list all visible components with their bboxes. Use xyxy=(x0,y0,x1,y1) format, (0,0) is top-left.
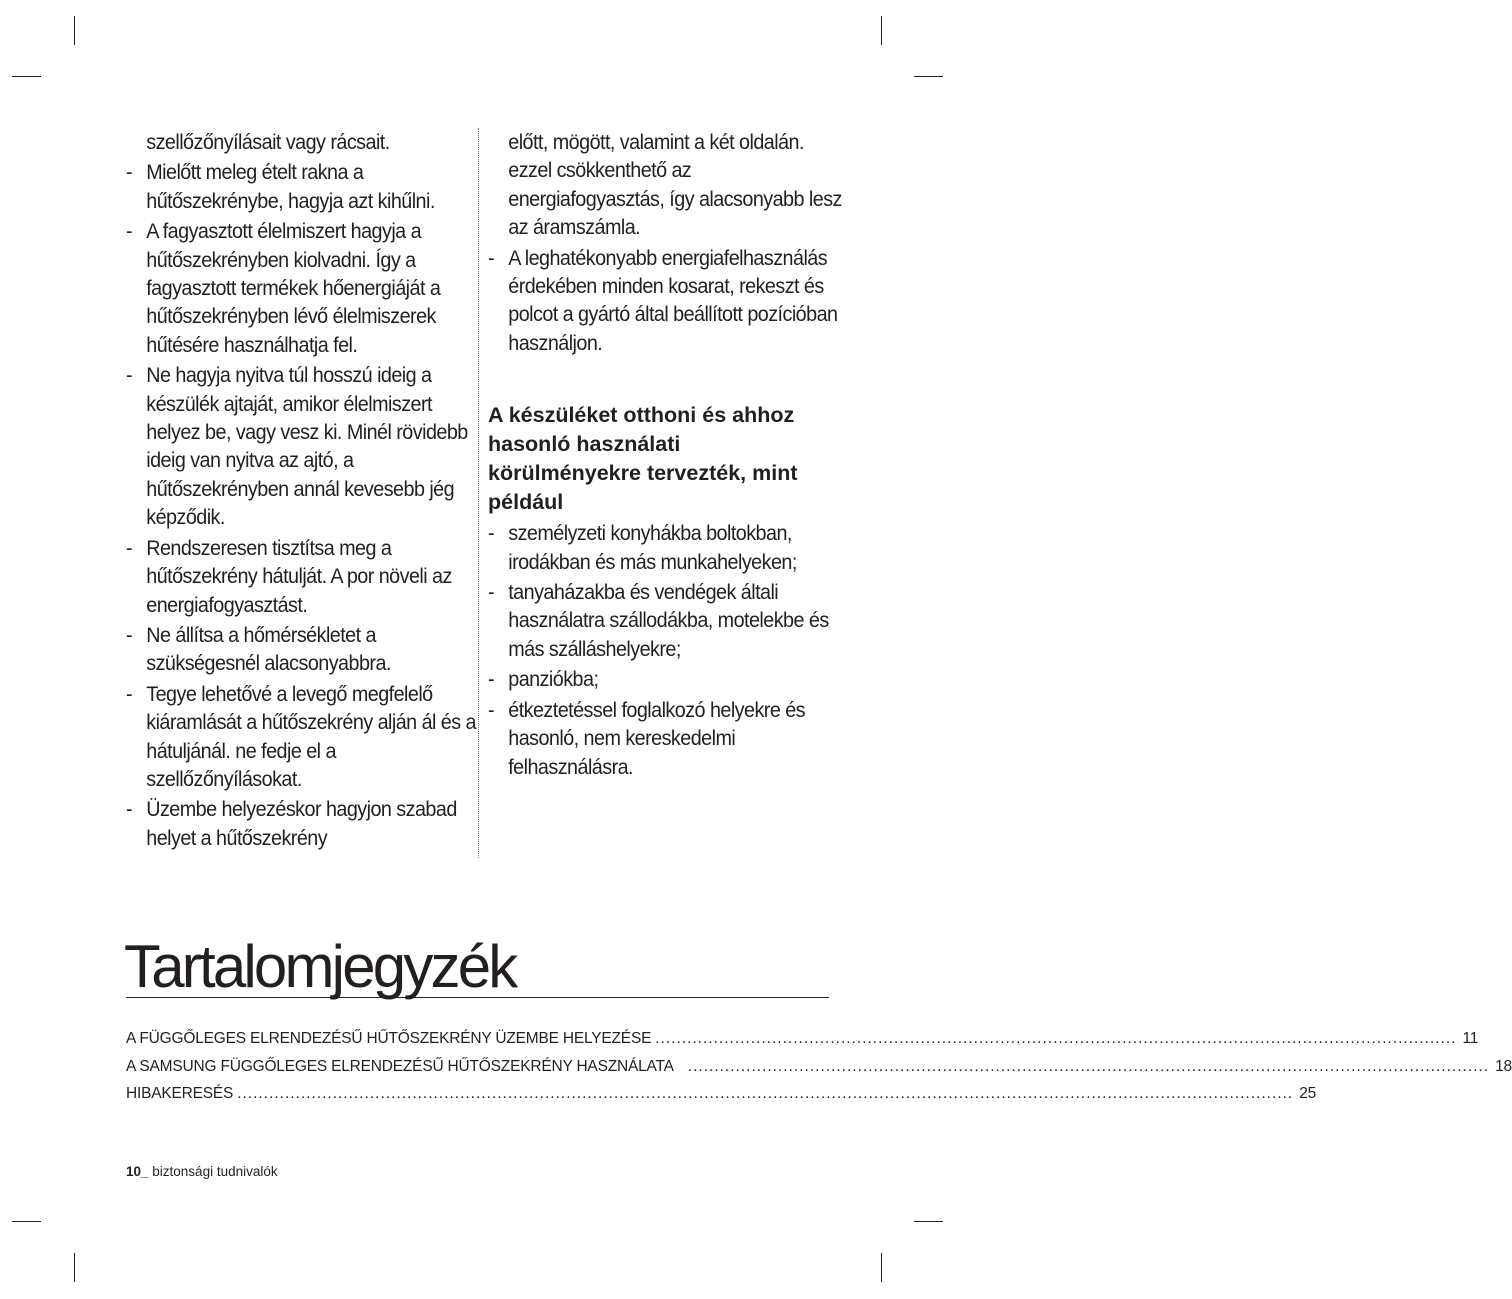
list-item-text: tanyaházakba és vendégek általi használatra szállodákba, motelekbe és más szálláshelyekre; xyxy=(508,580,829,661)
page-footer xyxy=(126,1164,278,1179)
list-item xyxy=(488,578,851,663)
list-item-text: Tegye lehetővé a levegő megfelelő kiáramlását a hűtőszekrény alján ál és a hátuljánál. ne fedje el a szellőzőnyílásokat. xyxy=(146,681,477,791)
page-number: 10_ xyxy=(126,1164,149,1179)
list-item xyxy=(488,696,851,781)
right-column xyxy=(488,128,842,783)
toc-divider xyxy=(126,997,829,998)
toc-leader-dots: ....................................................................................................................................................................................................... xyxy=(237,1085,1294,1102)
toc-entry-page: 11 xyxy=(1462,1030,1479,1047)
bullet-dash: - xyxy=(126,363,133,388)
list-item-text: Ne állítsa a hőmérsékletet a szükségesnél alacsonyabbra. xyxy=(146,622,391,676)
continued-text: előtt, mögött, valamint a két oldalán. ezzel csökkenthető az energiafogyasztás, így alacsonyabb lesz az áramszámla. xyxy=(508,130,842,240)
crop-mark xyxy=(74,1253,75,1282)
bullet-dash: - xyxy=(126,535,133,560)
list-item xyxy=(126,621,489,678)
toc-entry[interactable] xyxy=(126,1030,1479,1058)
list-item-text: Mielőtt meleg ételt rakna a hűtőszekrénybe, hagyja azt kihűlni. xyxy=(146,160,435,213)
bullet-dash: - xyxy=(488,521,495,546)
toc-entry-label: HIBAKERESÉS xyxy=(126,1085,234,1102)
table-of-contents xyxy=(126,1030,1512,1113)
list-item xyxy=(488,519,851,576)
toc-title: Tartalomjegyzék xyxy=(124,933,516,1000)
list-item-text: A leghatékonyabb energiafelhasználás érdekében minden kosarat, rekeszt és polcot a gyártó által beállított pozícióban használjon. xyxy=(508,245,838,355)
toc-leader-dots: ....................................................................................................................................................... xyxy=(655,1030,1457,1047)
list-item-text: személyzeti konyhákba boltokban, irodákban és más munkahelyeken; xyxy=(508,521,797,574)
crop-mark xyxy=(12,1221,41,1222)
list-item-text: Rendszeresen tisztítsa meg a hűtőszekrény hátulját. A por növeli az energiafogyasztást. xyxy=(146,535,452,617)
toc-entry[interactable] xyxy=(126,1057,1512,1086)
crop-mark xyxy=(881,16,882,45)
crop-mark xyxy=(914,76,943,77)
list-item xyxy=(126,217,489,359)
toc-entry-label: A FÜGGŐLEGES ELRENDEZÉSŰ HŰTŐSZEKRÉNY ÜZEMBE HELYEZÉSE xyxy=(126,1030,652,1047)
crop-mark xyxy=(914,1221,943,1222)
toc-entry-label: A SAMSUNG FÜGGŐLEGES ELRENDEZÉSŰ HŰTŐSZEKRÉNY HASZNÁLATA xyxy=(126,1057,674,1075)
list-item xyxy=(488,665,851,693)
list-item xyxy=(126,680,489,794)
bullet-dash: - xyxy=(126,160,133,185)
toc-entry-page: 18 xyxy=(1495,1057,1512,1075)
column-divider xyxy=(478,128,479,858)
left-column xyxy=(126,128,477,854)
bullet-dash: - xyxy=(488,580,495,605)
toc-entry-page: 25 xyxy=(1299,1085,1317,1102)
continued-text: szellőzőnyílásait vagy rácsait. xyxy=(146,130,390,154)
toc-entry[interactable] xyxy=(126,1085,1317,1113)
list-item xyxy=(126,534,489,619)
crop-mark xyxy=(881,1253,882,1282)
bullet-dash: - xyxy=(126,219,133,244)
bullet-dash: - xyxy=(126,681,133,706)
crop-mark xyxy=(12,76,41,77)
list-item xyxy=(126,795,489,852)
bullet-dash: - xyxy=(488,667,495,692)
bullet-dash: - xyxy=(488,245,495,270)
toc-leader-dots: ....................................................................................................................................................... xyxy=(687,1057,1490,1075)
bullet-dash: - xyxy=(126,622,133,647)
list-item xyxy=(488,244,851,358)
list-item-text: étkeztetéssel foglalkozó helyekre és hasonló, nem kereskedelmi felhasználásra. xyxy=(508,697,806,779)
list-item-text: Ne hagyja nyitva túl hosszú ideig a készülék ajtaját, amikor élelmiszert helyez be, vagy vesz ki. Minél rövidebb ideig van nyitva az ajtó, a hűtőszekrényben annál kevesebb jég képződik. xyxy=(146,363,468,530)
crop-mark xyxy=(74,16,75,45)
list-item xyxy=(126,158,489,215)
list-item xyxy=(126,361,489,531)
footer-section-name: biztonsági tudnivalók xyxy=(148,1164,278,1179)
bullet-dash: - xyxy=(488,697,495,722)
list-item-text: Üzembe helyezéskor hagyjon szabad helyet a hűtőszekrény xyxy=(146,797,457,850)
section-heading: A készüléket otthoni és ahhoz hasonló használati körülményekre tervezték, mint például xyxy=(488,403,798,515)
list-item-text: A fagyasztott élelmiszert hagyja a hűtőszekrényben kiolvadni. Így a fagyasztott termékek hőenergiáját a hűtőszekrényben lévő élelmiszerek hűtésére használhatja fel. xyxy=(146,219,441,357)
list-item-text: panziókba; xyxy=(508,667,599,692)
bullet-dash: - xyxy=(126,797,133,822)
